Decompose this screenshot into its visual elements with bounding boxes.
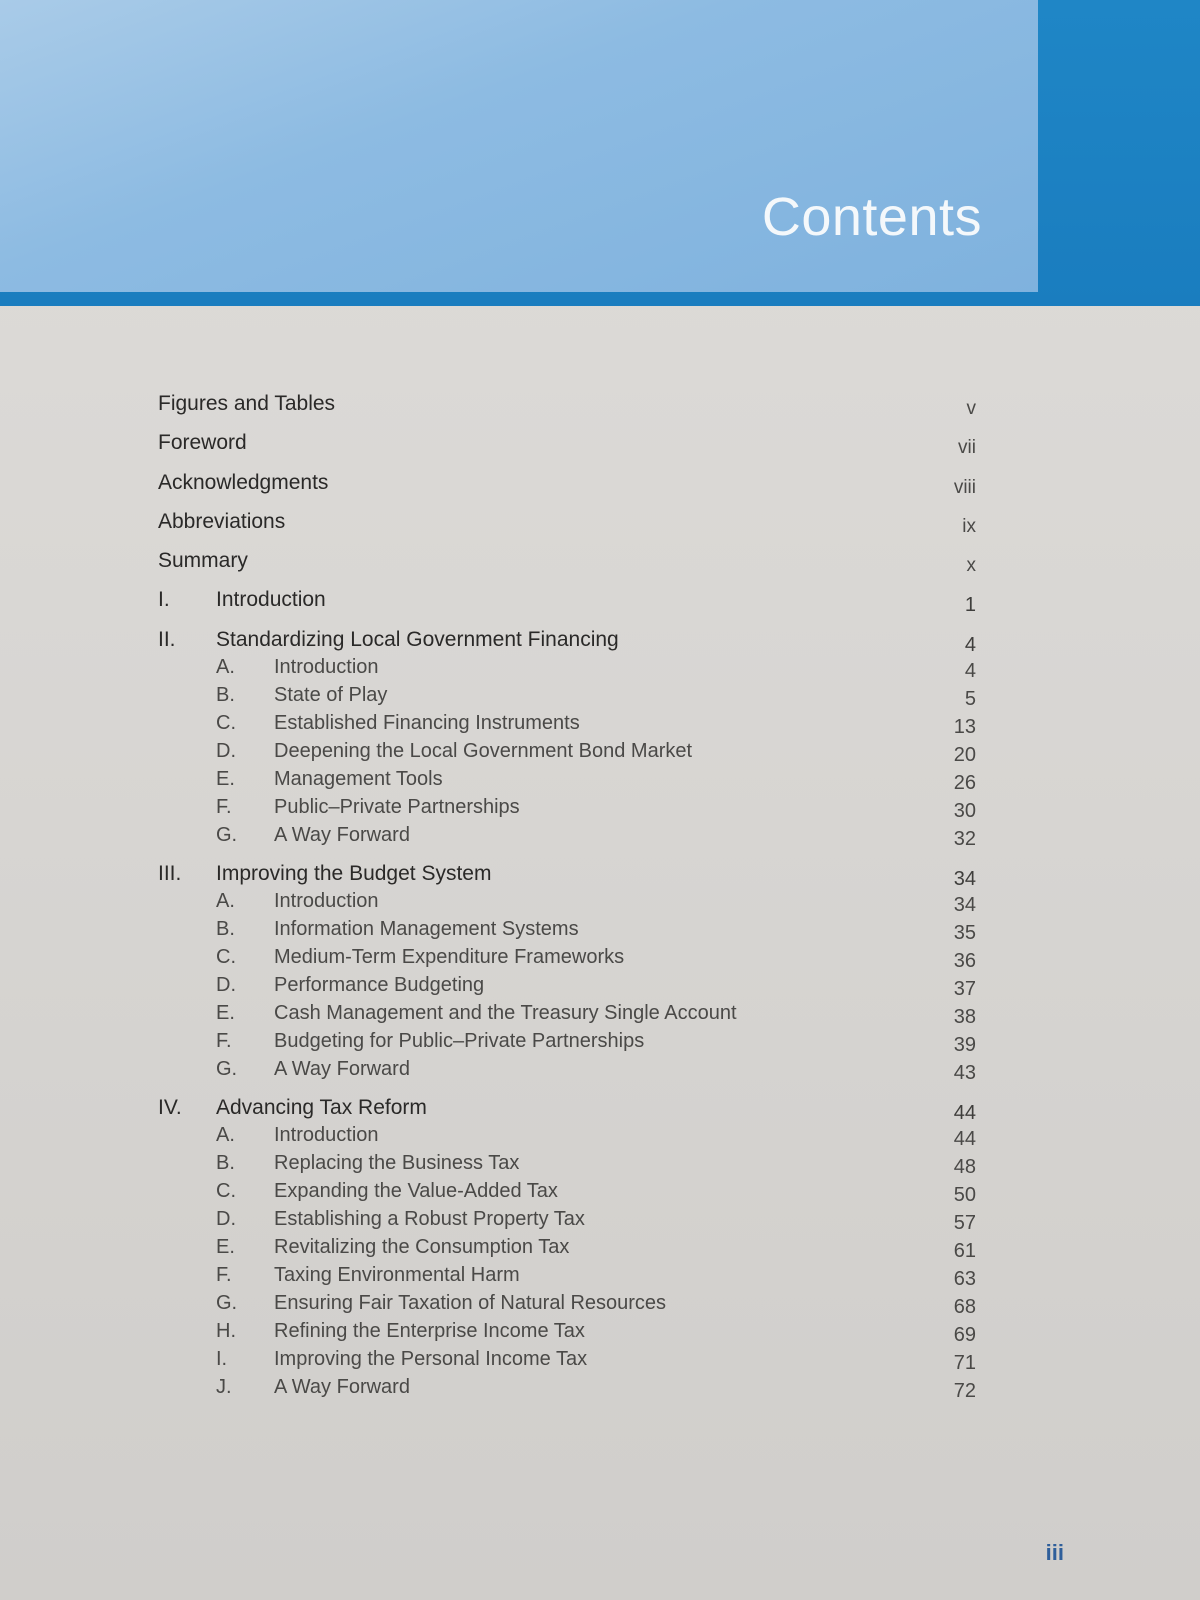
toc-section[interactable] bbox=[158, 1208, 976, 1238]
toc-chapter[interactable] bbox=[158, 628, 976, 658]
toc-section-label: Medium-Term Expenditure Frameworks bbox=[274, 946, 625, 968]
toc-chapter-label: Introduction bbox=[216, 588, 326, 611]
toc-section-letter: H. bbox=[216, 1320, 236, 1342]
toc-section-letter: A. bbox=[216, 890, 235, 912]
toc-chapter-number: I. bbox=[158, 588, 170, 611]
toc-section-letter: G. bbox=[216, 824, 238, 846]
toc-section-page: 63 bbox=[953, 1268, 976, 1290]
header-band bbox=[0, 0, 1200, 306]
toc-section[interactable] bbox=[158, 684, 976, 714]
toc-section-page: 50 bbox=[953, 1184, 976, 1206]
toc-section[interactable] bbox=[158, 656, 976, 686]
toc-section-label: Introduction bbox=[274, 656, 379, 678]
toc-entry-page: v bbox=[966, 398, 976, 419]
toc-section-page: 72 bbox=[953, 1380, 976, 1402]
toc-section[interactable] bbox=[158, 712, 976, 742]
toc-section-label: A Way Forward bbox=[274, 1376, 410, 1398]
toc-section-label: Information Management Systems bbox=[274, 918, 579, 940]
toc-section-label: Public–Private Partnerships bbox=[274, 796, 520, 818]
toc-section-letter: E. bbox=[216, 1236, 235, 1258]
toc-section[interactable] bbox=[158, 796, 976, 826]
toc-section-page: 26 bbox=[953, 772, 976, 794]
toc-section-label: Improving the Personal Income Tax bbox=[274, 1348, 588, 1370]
toc-section-letter: B. bbox=[216, 1152, 235, 1174]
page-title: Contents bbox=[761, 187, 982, 247]
toc-section-label: Establishing a Robust Property Tax bbox=[274, 1208, 585, 1230]
toc-section-page: 68 bbox=[953, 1296, 976, 1318]
toc-section-label: Taxing Environmental Harm bbox=[274, 1264, 520, 1286]
toc-section-letter: C. bbox=[216, 712, 236, 734]
toc-section-letter: D. bbox=[216, 1208, 236, 1230]
toc-section-page: 4 bbox=[964, 660, 976, 682]
toc-section-label: Ensuring Fair Taxation of Natural Resources bbox=[274, 1292, 667, 1314]
toc-chapter[interactable] bbox=[158, 588, 976, 618]
toc-section[interactable] bbox=[158, 740, 976, 770]
toc-section[interactable] bbox=[158, 768, 976, 798]
toc-section-letter: G. bbox=[216, 1058, 238, 1080]
toc-section[interactable] bbox=[158, 1180, 976, 1210]
toc-chapter[interactable] bbox=[158, 1096, 976, 1126]
toc-section-letter: F. bbox=[216, 1264, 232, 1286]
toc-section[interactable] bbox=[158, 1058, 976, 1088]
toc-section[interactable] bbox=[158, 1376, 976, 1406]
page-number: iii bbox=[1045, 1540, 1064, 1565]
toc-entry-label: Abbreviations bbox=[158, 510, 286, 533]
toc-chapter-page: 34 bbox=[953, 868, 976, 890]
toc-section-letter: F. bbox=[216, 796, 232, 818]
toc-section-page: 44 bbox=[953, 1128, 976, 1150]
toc-section[interactable] bbox=[158, 1002, 976, 1032]
toc-section-page: 48 bbox=[953, 1156, 976, 1178]
toc-section-label: A Way Forward bbox=[274, 1058, 410, 1080]
toc-section-letter: G. bbox=[216, 1292, 238, 1314]
toc-section-page: 5 bbox=[964, 688, 976, 710]
toc-section-page: 20 bbox=[953, 744, 976, 766]
toc-section[interactable] bbox=[158, 1292, 976, 1322]
toc-section-letter: A. bbox=[216, 1124, 235, 1146]
toc-section[interactable] bbox=[158, 824, 976, 854]
toc-entry-label: Foreword bbox=[158, 431, 247, 454]
toc-section-letter: C. bbox=[216, 1180, 236, 1202]
toc-section-page: 71 bbox=[953, 1352, 976, 1374]
toc-entry-front-matter[interactable] bbox=[158, 471, 976, 501]
toc-section-letter: E. bbox=[216, 1002, 235, 1024]
toc-chapter-number: IV. bbox=[158, 1096, 182, 1119]
toc-section[interactable] bbox=[158, 1320, 976, 1350]
toc-section-label: Introduction bbox=[274, 890, 379, 912]
toc-section-page: 57 bbox=[953, 1212, 976, 1234]
toc-section-page: 69 bbox=[953, 1324, 976, 1346]
toc-chapter-number: III. bbox=[158, 862, 182, 885]
toc-section[interactable] bbox=[158, 1030, 976, 1060]
toc-entry-page: x bbox=[966, 555, 976, 576]
toc-section[interactable] bbox=[158, 1264, 976, 1294]
toc-section-page: 35 bbox=[953, 922, 976, 944]
toc-entry-front-matter[interactable] bbox=[158, 549, 976, 579]
toc-entry-page: ix bbox=[962, 516, 976, 537]
toc-section-page: 37 bbox=[953, 978, 976, 1000]
toc-section-page: 38 bbox=[953, 1006, 976, 1028]
toc-section-page: 34 bbox=[953, 894, 976, 916]
toc-section-label: Introduction bbox=[274, 1124, 379, 1146]
toc-chapter[interactable] bbox=[158, 862, 976, 892]
toc-section-label: Performance Budgeting bbox=[274, 974, 485, 996]
toc-section-letter: C. bbox=[216, 946, 236, 968]
toc-section-label: Management Tools bbox=[274, 768, 443, 790]
toc-section[interactable] bbox=[158, 974, 976, 1004]
toc-chapter-page: 44 bbox=[953, 1102, 976, 1124]
toc-section-letter: D. bbox=[216, 740, 236, 762]
toc-entry-page: vii bbox=[958, 437, 976, 458]
toc-section[interactable] bbox=[158, 1124, 976, 1154]
toc-section-page: 36 bbox=[953, 950, 976, 972]
toc-section-page: 13 bbox=[953, 716, 976, 738]
toc-section-label: Budgeting for Public–Private Partnerships bbox=[274, 1030, 645, 1052]
toc-chapter-label: Advancing Tax Reform bbox=[216, 1096, 427, 1119]
toc-section-letter: J. bbox=[216, 1376, 232, 1398]
toc-section-page: 32 bbox=[953, 828, 976, 850]
toc-section-label: Revitalizing the Consumption Tax bbox=[274, 1236, 570, 1258]
toc-section-label: State of Play bbox=[274, 684, 388, 706]
toc-chapter-label: Improving the Budget System bbox=[216, 862, 492, 885]
toc-section-letter: B. bbox=[216, 684, 235, 706]
toc-section[interactable] bbox=[158, 918, 976, 948]
toc-section[interactable] bbox=[158, 1152, 976, 1182]
toc-chapter-number: II. bbox=[158, 628, 176, 651]
toc-entry-front-matter[interactable] bbox=[158, 431, 976, 461]
toc-section[interactable] bbox=[158, 1348, 976, 1378]
toc-section-label: Replacing the Business Tax bbox=[274, 1152, 520, 1174]
toc-section-page: 39 bbox=[953, 1034, 976, 1056]
toc-section-letter: F. bbox=[216, 1030, 232, 1052]
toc-entry-label: Summary bbox=[158, 549, 248, 572]
toc-entry-front-matter[interactable] bbox=[158, 392, 976, 422]
toc-section[interactable] bbox=[158, 1236, 976, 1266]
toc-section-letter: A. bbox=[216, 656, 235, 678]
toc-chapter-label: Standardizing Local Government Financing bbox=[216, 628, 619, 651]
toc-entry-label: Figures and Tables bbox=[158, 392, 336, 415]
toc-chapter-page: 4 bbox=[964, 634, 976, 656]
toc-section-letter: I. bbox=[216, 1348, 228, 1370]
toc-entry-front-matter[interactable] bbox=[158, 510, 976, 540]
toc-section-label: Deepening the Local Government Bond Market bbox=[274, 740, 693, 762]
toc-section[interactable] bbox=[158, 946, 976, 976]
toc-section-page: 61 bbox=[953, 1240, 976, 1262]
header-panel bbox=[0, 0, 1038, 292]
toc-section-letter: B. bbox=[216, 918, 235, 940]
toc-section-label: Expanding the Value-Added Tax bbox=[274, 1180, 558, 1202]
toc-section-label: Established Financing Instruments bbox=[274, 712, 580, 734]
toc-section-label: Refining the Enterprise Income Tax bbox=[274, 1320, 585, 1342]
toc-section-label: A Way Forward bbox=[274, 824, 410, 846]
toc-section[interactable] bbox=[158, 890, 976, 920]
toc-section-page: 30 bbox=[953, 800, 976, 822]
toc-chapter-page: 1 bbox=[964, 594, 976, 616]
toc-section-label: Cash Management and the Treasury Single Account bbox=[274, 1002, 737, 1024]
toc-entry-page: viii bbox=[953, 477, 976, 498]
toc-section-letter: E. bbox=[216, 768, 235, 790]
toc-section-letter: D. bbox=[216, 974, 236, 996]
toc-section-page: 43 bbox=[953, 1062, 976, 1084]
toc-entry-label: Acknowledgments bbox=[158, 471, 329, 494]
